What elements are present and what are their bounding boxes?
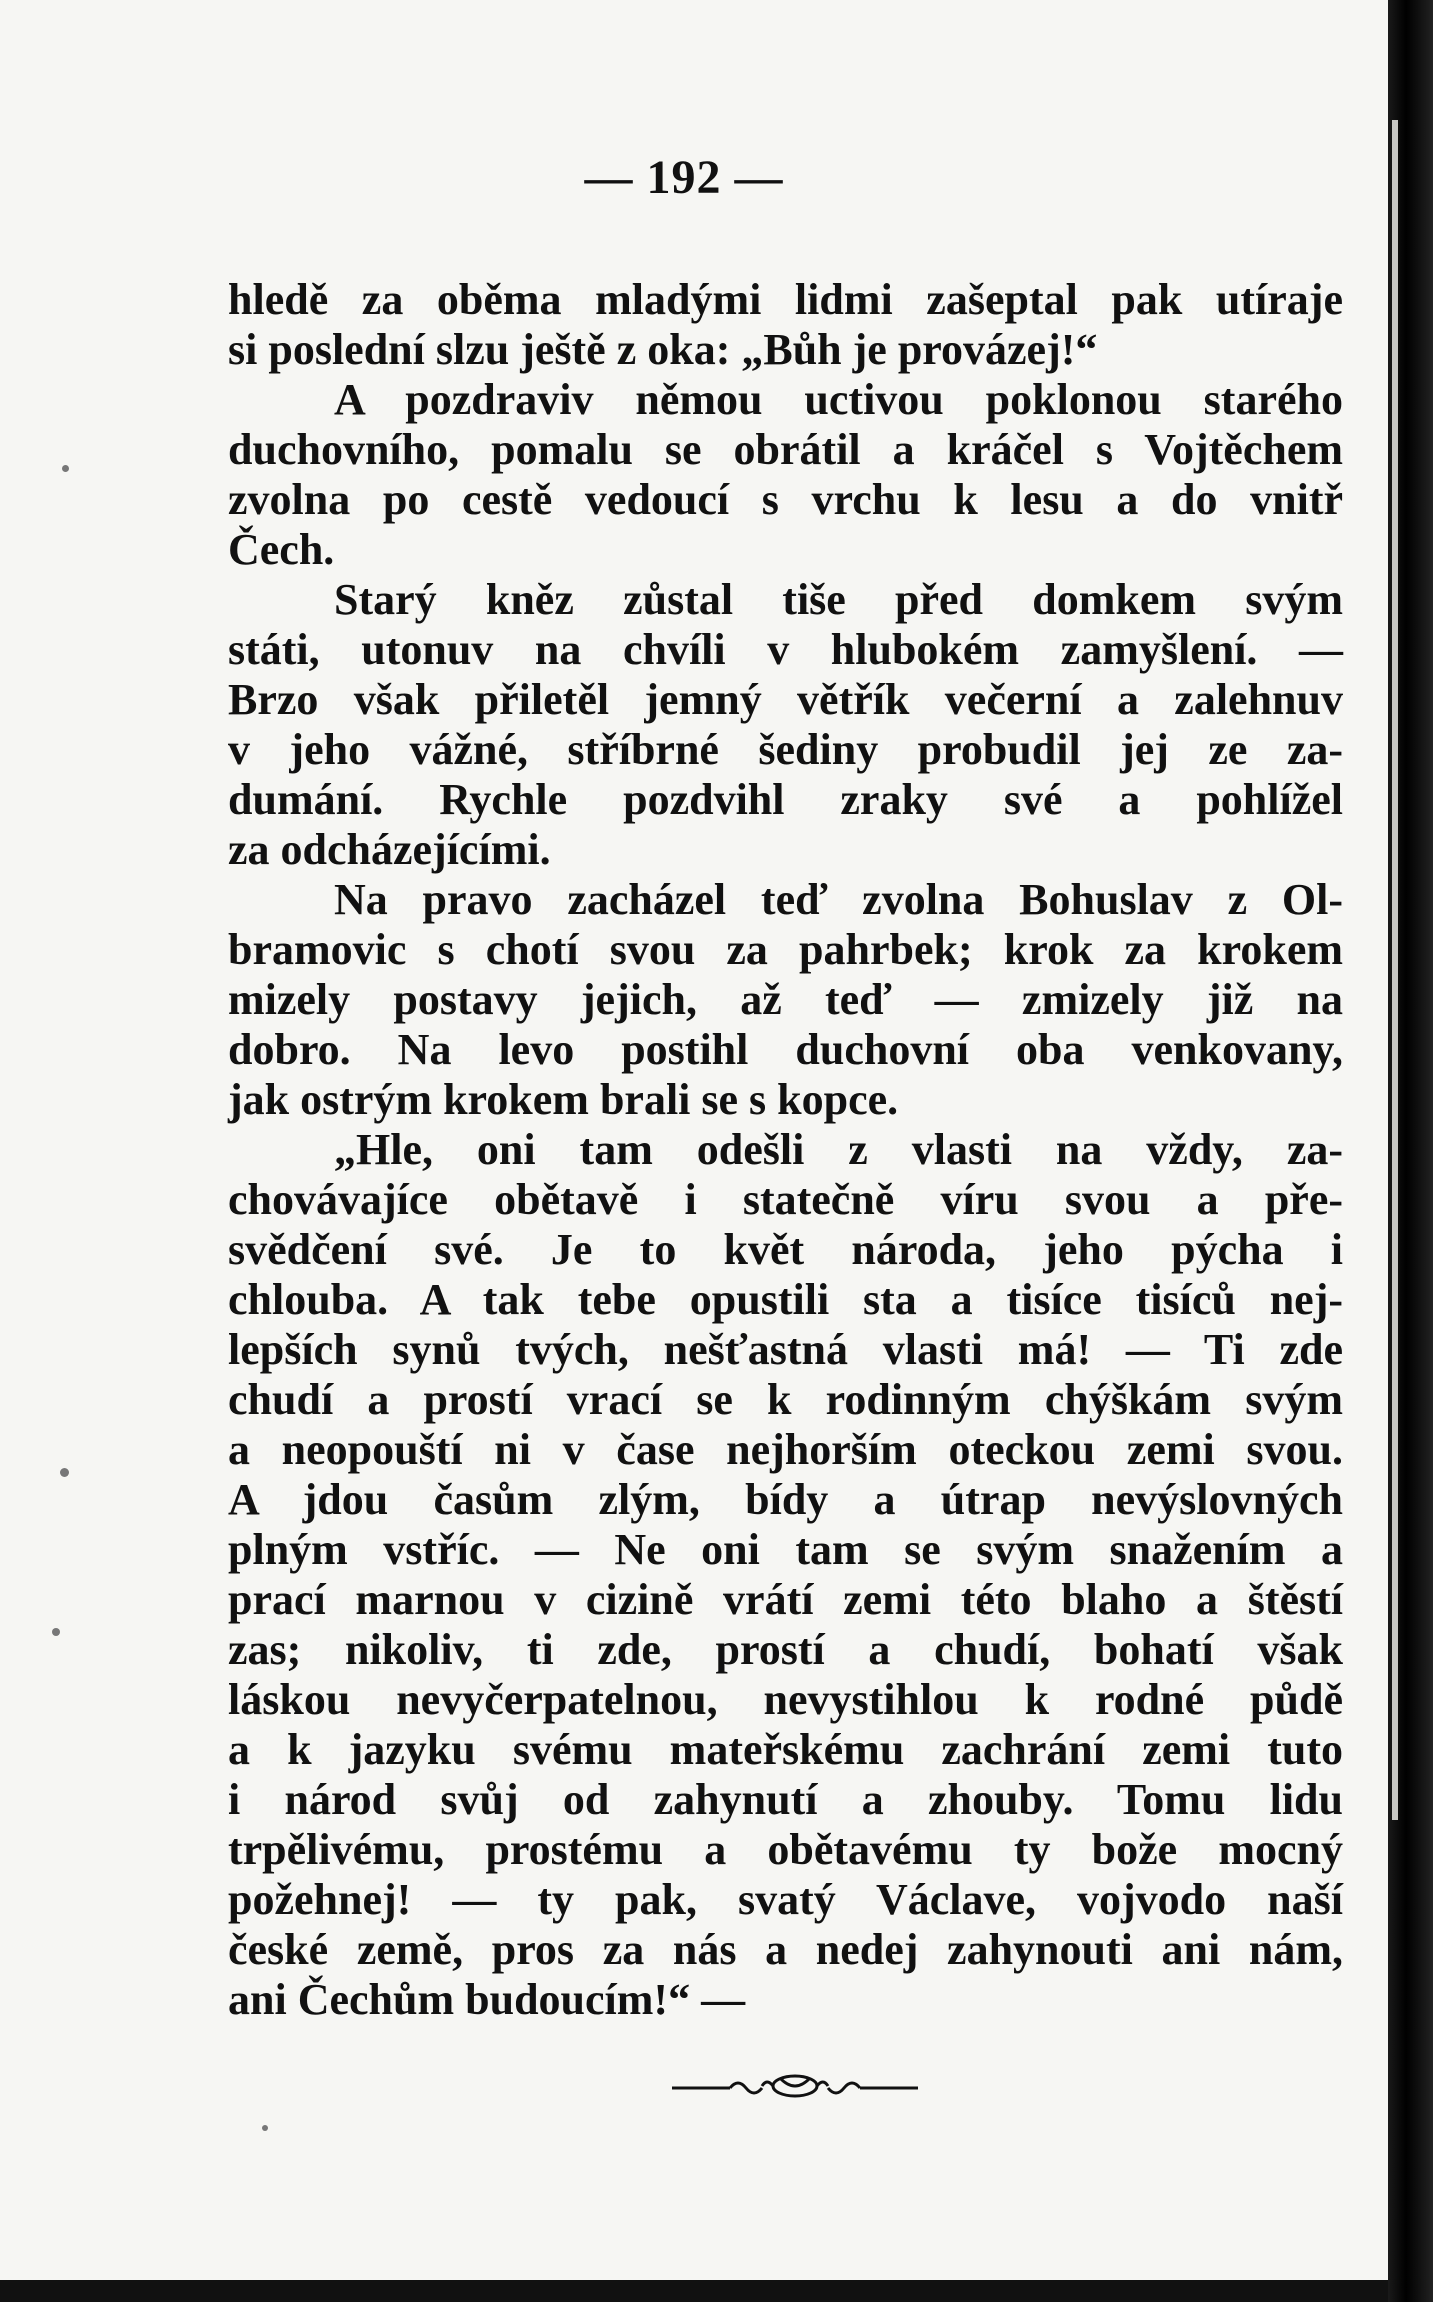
- text-line: bramovic s chotí svou za pahrbek; krok za krokem: [228, 925, 1343, 974]
- text-line: a k jazyku svému mateřskému zachrání zemi tuto: [228, 1725, 1343, 1774]
- page-edge-highlight: [1392, 120, 1398, 1820]
- text-line: hledě za oběma mladými lidmi zašeptal pak utíraje: [228, 275, 1343, 324]
- text-line: Na pravo zacházel teď zvolna Bohuslav z Ol-: [334, 875, 1343, 924]
- text-line: mizely postavy jejich, až teď — zmizely již na: [228, 975, 1343, 1024]
- scroll-flourish-icon: [670, 2066, 920, 2106]
- text-line: Brzo však přiletěl jemný větřík večerní a zalehnuv: [228, 675, 1343, 724]
- text-line: lepších synů tvých, nešťastná vlasti má! — Ti zde: [228, 1325, 1343, 1374]
- text-line: „Hle, oni tam odešli z vlasti na vždy, za-: [334, 1125, 1343, 1174]
- text-line: láskou nevyčerpatelnou, nevystihlou k rodné půdě: [228, 1675, 1343, 1724]
- text-line: zas; nikoliv, ti zde, prostí a chudí, bohatí však: [228, 1625, 1343, 1674]
- text-line: trpělivému, prostému a obětavému ty bože mocný: [228, 1825, 1343, 1874]
- text-line: prací marnou v cizině vrátí zemi této blaho a štěstí: [228, 1575, 1343, 1624]
- text-line: zvolna po cestě vedoucí s vrchu k lesu a do vnitř: [228, 475, 1343, 524]
- text-line: duchovního, pomalu se obrátil a kráčel s Vojtěchem: [228, 425, 1343, 474]
- body-text: [228, 275, 1343, 2025]
- text-line: jak ostrým krokem brali se s kopce.: [228, 1075, 899, 1124]
- text-line: chlouba. A tak tebe opustili sta a tisíce tisíců nej-: [228, 1275, 1343, 1324]
- text-line: požehnej! — ty pak, svatý Václave, vojvodo naší: [228, 1875, 1343, 1924]
- paper-speck: [262, 2125, 268, 2131]
- text-line: za odcházejícími.: [228, 825, 551, 874]
- text-line: státi, utonuv na chvíli v hlubokém zamyšlení. —: [228, 625, 1343, 674]
- text-line: chudí a prostí vrací se k rodinným chýškám svým: [228, 1375, 1343, 1424]
- text-line: dumání. Rychle pozdvihl zraky své a pohlížel: [228, 775, 1343, 824]
- paper-speck: [52, 1628, 60, 1636]
- text-line: si poslední slzu ještě z oka: „Bůh je provázej!“: [228, 325, 1098, 374]
- text-line: Starý kněz zůstal tiše před domkem svým: [334, 575, 1343, 624]
- text-line: ani Čechům budoucím!“ —: [228, 1975, 746, 2024]
- text-line: chovávajíce obětavě i statečně víru svou a pře-: [228, 1175, 1343, 1224]
- text-line: v jeho vážné, stříbrné šediny probudil jej ze za-: [228, 725, 1343, 774]
- text-line: svědčení své. Je to květ národa, jeho pýcha i: [228, 1225, 1343, 1274]
- paper-speck: [60, 1468, 69, 1477]
- text-line: a neopouští ni v čase nejhorším oteckou zemi svou.: [228, 1425, 1343, 1474]
- text-line: plným vstříc. — Ne oni tam se svým snažením a: [228, 1525, 1343, 1574]
- text-line: dobro. Na levo postihl duchovní oba venkovany,: [228, 1025, 1343, 1074]
- text-line: i národ svůj od zahynutí a zhouby. Tomu lidu: [228, 1775, 1343, 1824]
- page-number: — 192 —: [584, 151, 784, 204]
- paper-speck: [62, 465, 69, 472]
- text-line: A pozdraviv němou uctivou poklonou starého: [334, 375, 1343, 424]
- text-line: Čech.: [228, 525, 335, 574]
- text-line: české země, pros za nás a nedej zahynouti ani nám,: [228, 1925, 1343, 1974]
- text-line: A jdou časům zlým, bídy a útrap nevýslovných: [228, 1475, 1343, 1524]
